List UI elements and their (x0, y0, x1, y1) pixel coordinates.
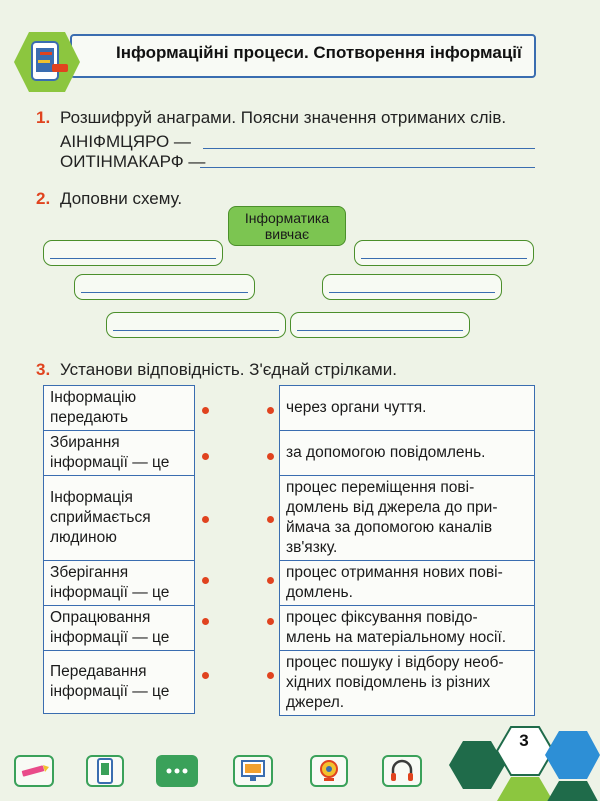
scheme-box-left-2[interactable] (74, 274, 255, 300)
page-number: 3 (519, 731, 529, 750)
chat-dots-icon (156, 755, 198, 787)
right-dot-4[interactable] (267, 577, 274, 584)
scheme-center-box (228, 206, 346, 246)
pencil-icon (14, 755, 54, 787)
left-cell-2[interactable]: Збирання інформації — це (44, 431, 195, 476)
scheme-box-left-3[interactable] (106, 312, 286, 338)
right-dot-1[interactable] (267, 407, 274, 414)
task1-number: 1. (36, 108, 51, 127)
left-cell-1[interactable]: Інформацію передають (44, 386, 195, 431)
left-dot-3[interactable] (202, 516, 209, 523)
left-cell-5[interactable]: Опрацювання інформації — це (44, 606, 195, 651)
scheme-box-left-1[interactable] (43, 240, 223, 266)
task1-text: Розшифруй анаграми. Поясни значення отриманих слів. (60, 108, 507, 127)
scheme-center-line1: Інформатика (244, 210, 330, 226)
right-dot-2[interactable] (267, 453, 274, 460)
scheme-center-line2: вивчає (264, 226, 310, 242)
right-cell-2[interactable]: за допомогою повідомлень. (280, 431, 535, 476)
task2-number: 2. (36, 189, 51, 208)
left-cell-3[interactable]: Інформація сприймається людиною (44, 476, 195, 561)
task2-text: Доповни схему. (60, 189, 183, 208)
right-dot-5[interactable] (267, 618, 274, 625)
left-dot-2[interactable] (202, 453, 209, 460)
left-cell-6[interactable]: Передавання інформації — це (44, 651, 195, 714)
answer-line-2[interactable] (200, 167, 535, 168)
left-dot-6[interactable] (202, 672, 209, 679)
scheme-box-right-3[interactable] (290, 312, 470, 338)
left-cell-4[interactable]: Зберігання інформації — це (44, 561, 195, 606)
headphones-icon (382, 755, 422, 787)
phone-icon (86, 755, 124, 787)
right-cell-5[interactable]: процес фіксування повідо- млень на матеріальному носії. (280, 606, 535, 651)
page-title: Інформаційні процеси. Спотворення інформації (116, 43, 522, 62)
right-cell-3[interactable]: процес переміщення пові- домлень від джерела до при- ймача за допомогою каналів зв'язку. (280, 476, 535, 561)
anagram-1: АІНІФМЦЯРО — (60, 132, 191, 151)
left-dot-1[interactable] (202, 407, 209, 414)
scheme-box-right-2[interactable] (322, 274, 502, 300)
phone-chat-logo-icon (12, 30, 82, 94)
left-column-table (43, 385, 195, 714)
right-dot-3[interactable] (267, 516, 274, 523)
task3-text: Установи відповідність. З'єднай стрілками. (60, 360, 397, 379)
right-cell-1[interactable]: через органи чуття. (280, 386, 535, 431)
right-column-table (279, 385, 535, 716)
task3-number: 3. (36, 360, 51, 379)
anagram-2: ОИТІНМАКАРФ — (60, 152, 206, 171)
left-dot-4[interactable] (202, 577, 209, 584)
left-dot-5[interactable] (202, 618, 209, 625)
right-cell-4[interactable]: процес отримання нових пові- домлень. (280, 561, 535, 606)
monitor-icon (233, 755, 273, 787)
answer-line-1[interactable] (203, 148, 535, 149)
right-cell-6[interactable]: процес пошуку і відбору необ- хідних повідомлень із різних джерел. (280, 651, 535, 716)
right-dot-6[interactable] (267, 672, 274, 679)
webcam-icon (310, 755, 348, 787)
scheme-box-right-1[interactable] (354, 240, 534, 266)
